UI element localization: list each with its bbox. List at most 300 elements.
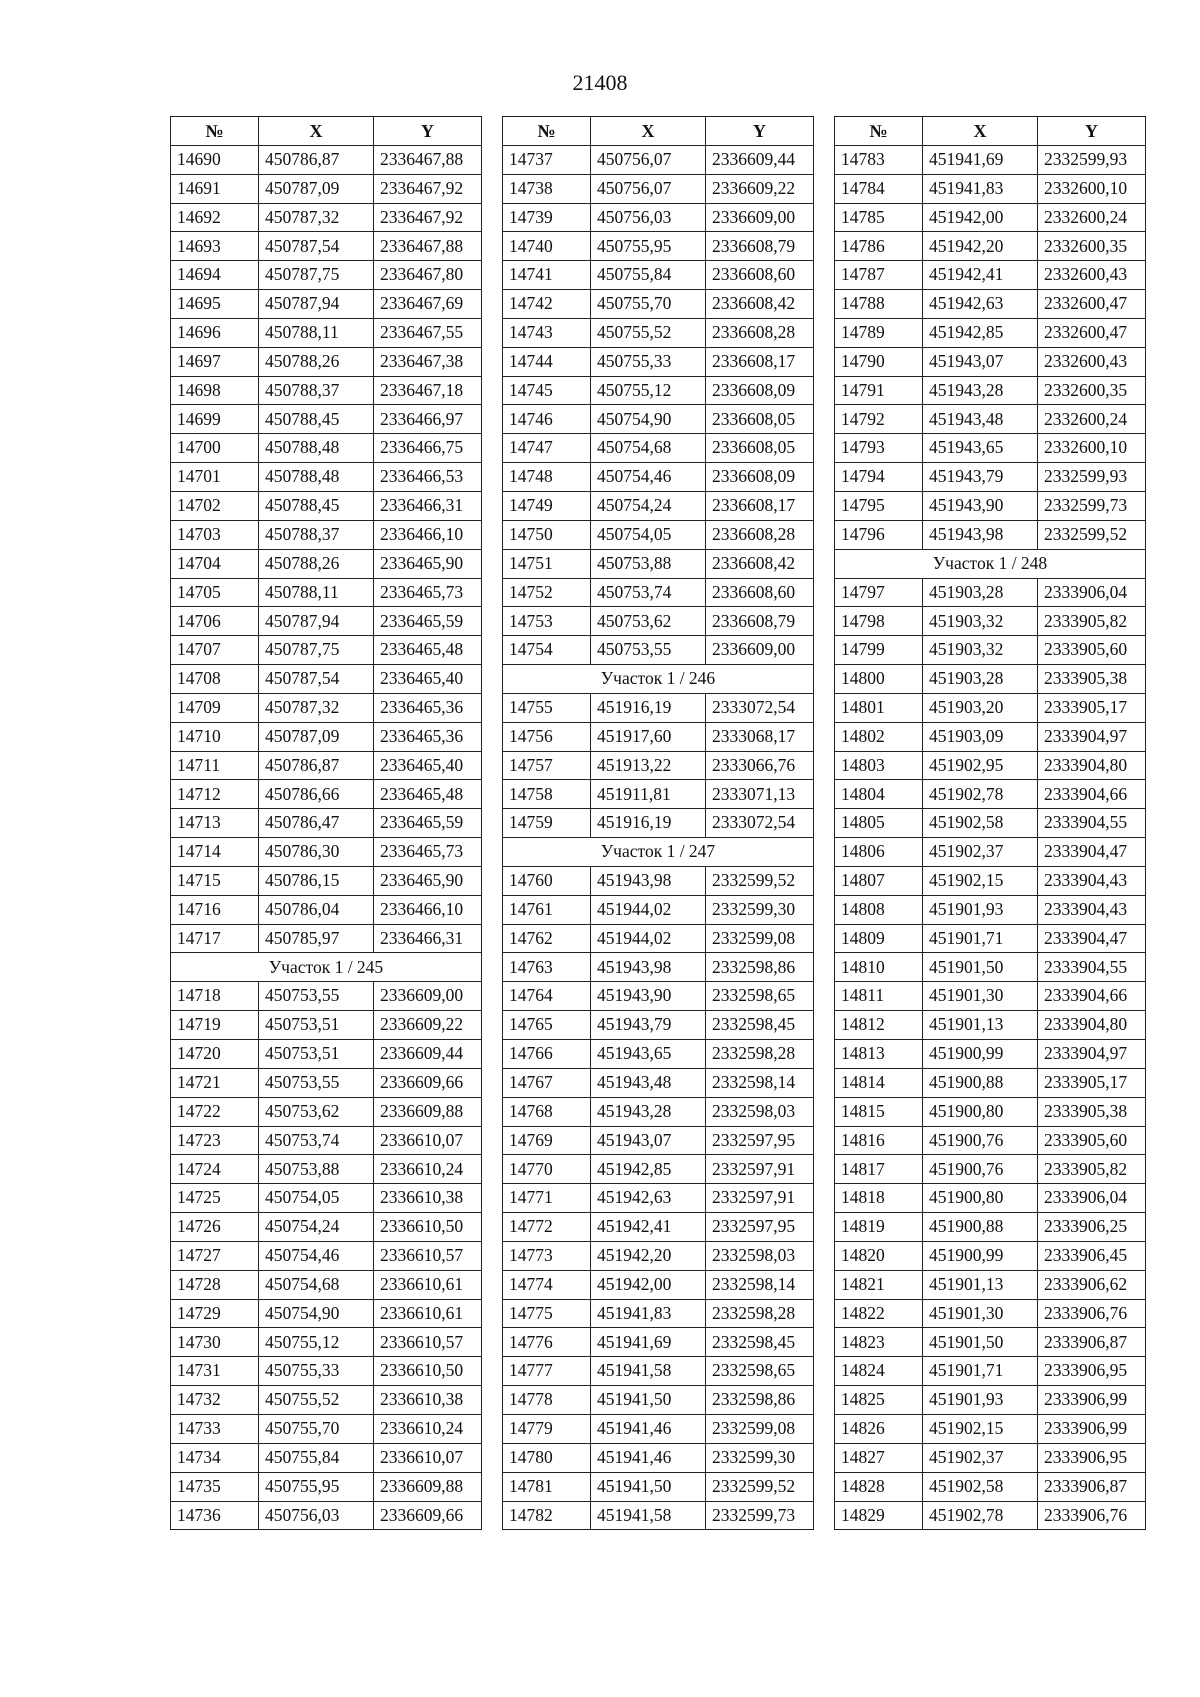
x-coordinate: 450755,12	[259, 1328, 374, 1357]
x-coordinate: 450753,74	[259, 1126, 374, 1155]
table-row	[835, 607, 1146, 636]
table-row	[835, 347, 1146, 376]
y-coordinate: 2333905,82	[1038, 1155, 1146, 1184]
table-row	[503, 1270, 814, 1299]
x-coordinate: 450788,45	[259, 491, 374, 520]
table-row	[503, 953, 814, 982]
y-coordinate: 2336465,73	[374, 838, 482, 867]
x-coordinate: 451941,50	[591, 1472, 706, 1501]
x-coordinate: 450753,88	[259, 1155, 374, 1184]
y-coordinate: 2333905,60	[1038, 1126, 1146, 1155]
table-row	[835, 434, 1146, 463]
point-number: 14754	[503, 636, 591, 665]
table-row	[171, 1068, 482, 1097]
x-coordinate: 450786,47	[259, 809, 374, 838]
coordinates-table-2	[502, 116, 814, 1530]
table-row	[171, 1386, 482, 1415]
x-coordinate: 450754,24	[591, 491, 706, 520]
table-row	[503, 347, 814, 376]
point-number: 14772	[503, 1213, 591, 1242]
point-number: 14758	[503, 780, 591, 809]
x-coordinate: 451901,13	[923, 1270, 1038, 1299]
y-coordinate: 2336465,90	[374, 549, 482, 578]
y-coordinate: 2332598,03	[706, 1241, 814, 1270]
y-coordinate: 2333906,04	[1038, 578, 1146, 607]
point-number: 14699	[171, 405, 259, 434]
x-coordinate: 451902,95	[923, 751, 1038, 780]
table-row	[503, 261, 814, 290]
y-coordinate: 2336465,40	[374, 665, 482, 694]
table-row	[835, 1184, 1146, 1213]
table-row	[835, 520, 1146, 549]
point-number: 14808	[835, 895, 923, 924]
point-number: 14801	[835, 693, 923, 722]
point-number: 14786	[835, 232, 923, 261]
table-row	[171, 1097, 482, 1126]
point-number: 14785	[835, 203, 923, 232]
table-row	[171, 838, 482, 867]
table-row	[503, 1241, 814, 1270]
point-number: 14820	[835, 1241, 923, 1270]
y-coordinate: 2333906,99	[1038, 1414, 1146, 1443]
x-coordinate: 451941,50	[591, 1386, 706, 1415]
y-coordinate: 2332598,65	[706, 982, 814, 1011]
x-coordinate: 450755,70	[259, 1414, 374, 1443]
point-number: 14752	[503, 578, 591, 607]
point-number: 14777	[503, 1357, 591, 1386]
point-number: 14780	[503, 1443, 591, 1472]
table-row	[503, 1299, 814, 1328]
point-number: 14745	[503, 376, 591, 405]
x-coordinate: 450755,95	[591, 232, 706, 261]
point-number: 14769	[503, 1126, 591, 1155]
y-coordinate: 2332599,52	[1038, 520, 1146, 549]
point-number: 14818	[835, 1184, 923, 1213]
point-number: 14775	[503, 1299, 591, 1328]
x-coordinate: 451903,20	[923, 693, 1038, 722]
table-row	[503, 636, 814, 665]
y-coordinate: 2336610,38	[374, 1386, 482, 1415]
table-row	[171, 1501, 482, 1530]
y-coordinate: 2332600,10	[1038, 174, 1146, 203]
point-number: 14723	[171, 1126, 259, 1155]
point-number: 14738	[503, 174, 591, 203]
x-coordinate: 451900,88	[923, 1213, 1038, 1242]
table-row	[171, 434, 482, 463]
table-row	[835, 1155, 1146, 1184]
x-coordinate: 450753,51	[259, 1040, 374, 1069]
y-coordinate: 2336608,17	[706, 491, 814, 520]
y-coordinate: 2336465,59	[374, 607, 482, 636]
point-number: 14708	[171, 665, 259, 694]
point-number: 14826	[835, 1414, 923, 1443]
table-row	[171, 1472, 482, 1501]
header-number: №	[171, 117, 259, 146]
x-coordinate: 450754,24	[259, 1213, 374, 1242]
x-coordinate: 450788,48	[259, 463, 374, 492]
table-row	[171, 261, 482, 290]
table-row	[835, 1270, 1146, 1299]
x-coordinate: 451942,00	[923, 203, 1038, 232]
point-number: 14804	[835, 780, 923, 809]
x-coordinate: 451943,90	[591, 982, 706, 1011]
table-row	[835, 751, 1146, 780]
x-coordinate: 450755,84	[591, 261, 706, 290]
point-number: 14812	[835, 1011, 923, 1040]
y-coordinate: 2336609,00	[706, 203, 814, 232]
section-title: Участок 1 / 248	[835, 549, 1146, 578]
x-coordinate: 451943,98	[591, 953, 706, 982]
x-coordinate: 451943,98	[923, 520, 1038, 549]
x-coordinate: 450753,62	[591, 607, 706, 636]
point-number: 14719	[171, 1011, 259, 1040]
point-number: 14729	[171, 1299, 259, 1328]
point-number: 14698	[171, 376, 259, 405]
point-number: 14811	[835, 982, 923, 1011]
table-row	[503, 1040, 814, 1069]
x-coordinate: 451900,80	[923, 1097, 1038, 1126]
y-coordinate: 2336609,00	[374, 982, 482, 1011]
y-coordinate: 2336466,97	[374, 405, 482, 434]
table-row	[835, 924, 1146, 953]
point-number: 14732	[171, 1386, 259, 1415]
point-number: 14718	[171, 982, 259, 1011]
x-coordinate: 451943,07	[923, 347, 1038, 376]
point-number: 14741	[503, 261, 591, 290]
section-row	[503, 665, 814, 694]
x-coordinate: 451942,85	[923, 318, 1038, 347]
x-coordinate: 451942,00	[591, 1270, 706, 1299]
x-coordinate: 450787,75	[259, 261, 374, 290]
table-row	[503, 866, 814, 895]
header-number: №	[503, 117, 591, 146]
table-row	[835, 1414, 1146, 1443]
table-row	[835, 261, 1146, 290]
point-number: 14734	[171, 1443, 259, 1472]
table-row	[171, 982, 482, 1011]
x-coordinate: 451900,99	[923, 1241, 1038, 1270]
y-coordinate: 2332600,35	[1038, 376, 1146, 405]
y-coordinate: 2332598,45	[706, 1011, 814, 1040]
table-row	[503, 809, 814, 838]
table-row	[171, 145, 482, 174]
y-coordinate: 2336465,36	[374, 722, 482, 751]
y-coordinate: 2336465,48	[374, 636, 482, 665]
point-number: 14806	[835, 838, 923, 867]
x-coordinate: 451943,28	[923, 376, 1038, 405]
table-row	[835, 1443, 1146, 1472]
x-coordinate: 450755,52	[591, 318, 706, 347]
point-number: 14715	[171, 866, 259, 895]
point-number: 14696	[171, 318, 259, 347]
header-x: X	[259, 117, 374, 146]
x-coordinate: 451941,83	[591, 1299, 706, 1328]
point-number: 14733	[171, 1414, 259, 1443]
x-coordinate: 451901,30	[923, 1299, 1038, 1328]
y-coordinate: 2333905,82	[1038, 607, 1146, 636]
x-coordinate: 451943,98	[591, 866, 706, 895]
x-coordinate: 450787,94	[259, 607, 374, 636]
table-row	[503, 1011, 814, 1040]
header-number: №	[835, 117, 923, 146]
table-row	[503, 145, 814, 174]
point-number: 14746	[503, 405, 591, 434]
x-coordinate: 451902,15	[923, 866, 1038, 895]
point-number: 14791	[835, 376, 923, 405]
table-row	[835, 1501, 1146, 1530]
y-coordinate: 2336608,28	[706, 520, 814, 549]
x-coordinate: 451901,93	[923, 895, 1038, 924]
x-coordinate: 450754,68	[591, 434, 706, 463]
point-number: 14707	[171, 636, 259, 665]
y-coordinate: 2336608,17	[706, 347, 814, 376]
y-coordinate: 2336467,88	[374, 145, 482, 174]
table-row	[171, 376, 482, 405]
point-number: 14694	[171, 261, 259, 290]
x-coordinate: 450754,46	[591, 463, 706, 492]
table-row	[835, 953, 1146, 982]
point-number: 14807	[835, 866, 923, 895]
point-number: 14727	[171, 1241, 259, 1270]
y-coordinate: 2333906,45	[1038, 1241, 1146, 1270]
x-coordinate: 451913,22	[591, 751, 706, 780]
point-number: 14813	[835, 1040, 923, 1069]
table-row	[503, 895, 814, 924]
point-number: 14743	[503, 318, 591, 347]
table-row	[503, 1155, 814, 1184]
x-coordinate: 451902,15	[923, 1414, 1038, 1443]
table-row	[835, 1068, 1146, 1097]
y-coordinate: 2336466,75	[374, 434, 482, 463]
x-coordinate: 450754,05	[259, 1184, 374, 1213]
table-row	[503, 693, 814, 722]
y-coordinate: 2332598,28	[706, 1040, 814, 1069]
x-coordinate: 450756,07	[591, 174, 706, 203]
y-coordinate: 2333072,54	[706, 693, 814, 722]
x-coordinate: 451943,79	[923, 463, 1038, 492]
y-coordinate: 2332599,52	[706, 866, 814, 895]
table-row	[835, 1386, 1146, 1415]
y-coordinate: 2336608,09	[706, 463, 814, 492]
table-row	[835, 318, 1146, 347]
y-coordinate: 2336610,61	[374, 1270, 482, 1299]
y-coordinate: 2336609,66	[374, 1501, 482, 1530]
x-coordinate: 451943,90	[923, 491, 1038, 520]
x-coordinate: 450786,87	[259, 145, 374, 174]
section-row	[503, 838, 814, 867]
table-row	[171, 347, 482, 376]
x-coordinate: 450753,62	[259, 1097, 374, 1126]
x-coordinate: 450786,04	[259, 895, 374, 924]
x-coordinate: 451901,71	[923, 924, 1038, 953]
point-number: 14713	[171, 809, 259, 838]
point-number: 14759	[503, 809, 591, 838]
table-row	[835, 491, 1146, 520]
x-coordinate: 451943,48	[923, 405, 1038, 434]
x-coordinate: 451902,58	[923, 1472, 1038, 1501]
x-coordinate: 451942,63	[591, 1184, 706, 1213]
point-number: 14824	[835, 1357, 923, 1386]
table-row	[171, 693, 482, 722]
y-coordinate: 2332598,65	[706, 1357, 814, 1386]
x-coordinate: 450788,37	[259, 520, 374, 549]
point-number: 14778	[503, 1386, 591, 1415]
x-coordinate: 451942,41	[591, 1213, 706, 1242]
y-coordinate: 2336466,31	[374, 924, 482, 953]
point-number: 14749	[503, 491, 591, 520]
y-coordinate: 2333906,04	[1038, 1184, 1146, 1213]
table-row	[171, 232, 482, 261]
table-row	[171, 751, 482, 780]
y-coordinate: 2336465,48	[374, 780, 482, 809]
table-row	[503, 578, 814, 607]
x-coordinate: 450788,37	[259, 376, 374, 405]
y-coordinate: 2336610,07	[374, 1443, 482, 1472]
x-coordinate: 450788,48	[259, 434, 374, 463]
x-coordinate: 451911,81	[591, 780, 706, 809]
point-number: 14695	[171, 290, 259, 319]
y-coordinate: 2333905,17	[1038, 1068, 1146, 1097]
table-row	[503, 491, 814, 520]
table-row	[503, 924, 814, 953]
x-coordinate: 451943,65	[923, 434, 1038, 463]
y-coordinate: 2333906,87	[1038, 1472, 1146, 1501]
point-number: 14763	[503, 953, 591, 982]
point-number: 14802	[835, 722, 923, 751]
point-number: 14751	[503, 549, 591, 578]
table-row	[503, 434, 814, 463]
y-coordinate: 2336609,00	[706, 636, 814, 665]
x-coordinate: 451944,02	[591, 895, 706, 924]
y-coordinate: 2336466,31	[374, 491, 482, 520]
table-row	[503, 232, 814, 261]
y-coordinate: 2332598,45	[706, 1328, 814, 1357]
x-coordinate: 451900,80	[923, 1184, 1038, 1213]
x-coordinate: 450753,55	[259, 982, 374, 1011]
y-coordinate: 2333904,43	[1038, 895, 1146, 924]
table-row	[503, 463, 814, 492]
y-coordinate: 2336466,10	[374, 895, 482, 924]
y-coordinate: 2332597,95	[706, 1126, 814, 1155]
table-row	[171, 866, 482, 895]
table-row	[503, 1357, 814, 1386]
table-row	[503, 1126, 814, 1155]
y-coordinate: 2333906,95	[1038, 1443, 1146, 1472]
y-coordinate: 2336608,28	[706, 318, 814, 347]
table-row	[171, 318, 482, 347]
x-coordinate: 450753,55	[591, 636, 706, 665]
table-row	[503, 290, 814, 319]
y-coordinate: 2336608,05	[706, 405, 814, 434]
point-number: 14779	[503, 1414, 591, 1443]
point-number: 14717	[171, 924, 259, 953]
table-row	[835, 636, 1146, 665]
table-row	[503, 520, 814, 549]
point-number: 14750	[503, 520, 591, 549]
x-coordinate: 451902,58	[923, 809, 1038, 838]
table-row	[503, 376, 814, 405]
table-row	[171, 1299, 482, 1328]
table-row	[835, 145, 1146, 174]
table-row	[503, 1386, 814, 1415]
y-coordinate: 2336610,50	[374, 1357, 482, 1386]
y-coordinate: 2333906,99	[1038, 1386, 1146, 1415]
y-coordinate: 2333904,66	[1038, 982, 1146, 1011]
point-number: 14799	[835, 636, 923, 665]
y-coordinate: 2332598,03	[706, 1097, 814, 1126]
header-x: X	[923, 117, 1038, 146]
header-y: Y	[374, 117, 482, 146]
x-coordinate: 451917,60	[591, 722, 706, 751]
table-row	[171, 174, 482, 203]
table-row	[503, 780, 814, 809]
table-row	[503, 1443, 814, 1472]
point-number: 14792	[835, 405, 923, 434]
table-row	[503, 1414, 814, 1443]
point-number: 14825	[835, 1386, 923, 1415]
point-number: 14739	[503, 203, 591, 232]
point-number: 14798	[835, 607, 923, 636]
point-number: 14771	[503, 1184, 591, 1213]
point-number: 14822	[835, 1299, 923, 1328]
x-coordinate: 451902,37	[923, 838, 1038, 867]
table-row	[835, 203, 1146, 232]
x-coordinate: 450754,90	[591, 405, 706, 434]
y-coordinate: 2336610,50	[374, 1213, 482, 1242]
point-number: 14753	[503, 607, 591, 636]
x-coordinate: 451903,28	[923, 578, 1038, 607]
y-coordinate: 2336610,24	[374, 1414, 482, 1443]
x-coordinate: 451942,20	[591, 1241, 706, 1270]
table-row	[503, 1501, 814, 1530]
coordinates-table-3	[834, 116, 1146, 1530]
y-coordinate: 2332597,91	[706, 1155, 814, 1184]
point-number: 14700	[171, 434, 259, 463]
table-row	[835, 722, 1146, 751]
table-row	[835, 1097, 1146, 1126]
point-number: 14710	[171, 722, 259, 751]
y-coordinate: 2333906,76	[1038, 1501, 1146, 1530]
table-row	[835, 982, 1146, 1011]
y-coordinate: 2336466,10	[374, 520, 482, 549]
table-row	[171, 405, 482, 434]
table-row	[503, 1184, 814, 1213]
table-row	[835, 405, 1146, 434]
table-row	[503, 1213, 814, 1242]
table-row	[171, 1241, 482, 1270]
section-row	[171, 953, 482, 982]
y-coordinate: 2332599,52	[706, 1472, 814, 1501]
table-row	[503, 1068, 814, 1097]
point-number: 14709	[171, 693, 259, 722]
x-coordinate: 450785,97	[259, 924, 374, 953]
x-coordinate: 450753,51	[259, 1011, 374, 1040]
x-coordinate: 450755,70	[591, 290, 706, 319]
point-number: 14782	[503, 1501, 591, 1530]
x-coordinate: 451943,79	[591, 1011, 706, 1040]
table-row	[503, 751, 814, 780]
x-coordinate: 450755,52	[259, 1386, 374, 1415]
table-row	[503, 722, 814, 751]
x-coordinate: 451941,69	[923, 145, 1038, 174]
point-number: 14756	[503, 722, 591, 751]
y-coordinate: 2333068,17	[706, 722, 814, 751]
table-row	[835, 1126, 1146, 1155]
point-number: 14781	[503, 1472, 591, 1501]
y-coordinate: 2332599,08	[706, 924, 814, 953]
table-row	[171, 636, 482, 665]
header-y: Y	[1038, 117, 1146, 146]
